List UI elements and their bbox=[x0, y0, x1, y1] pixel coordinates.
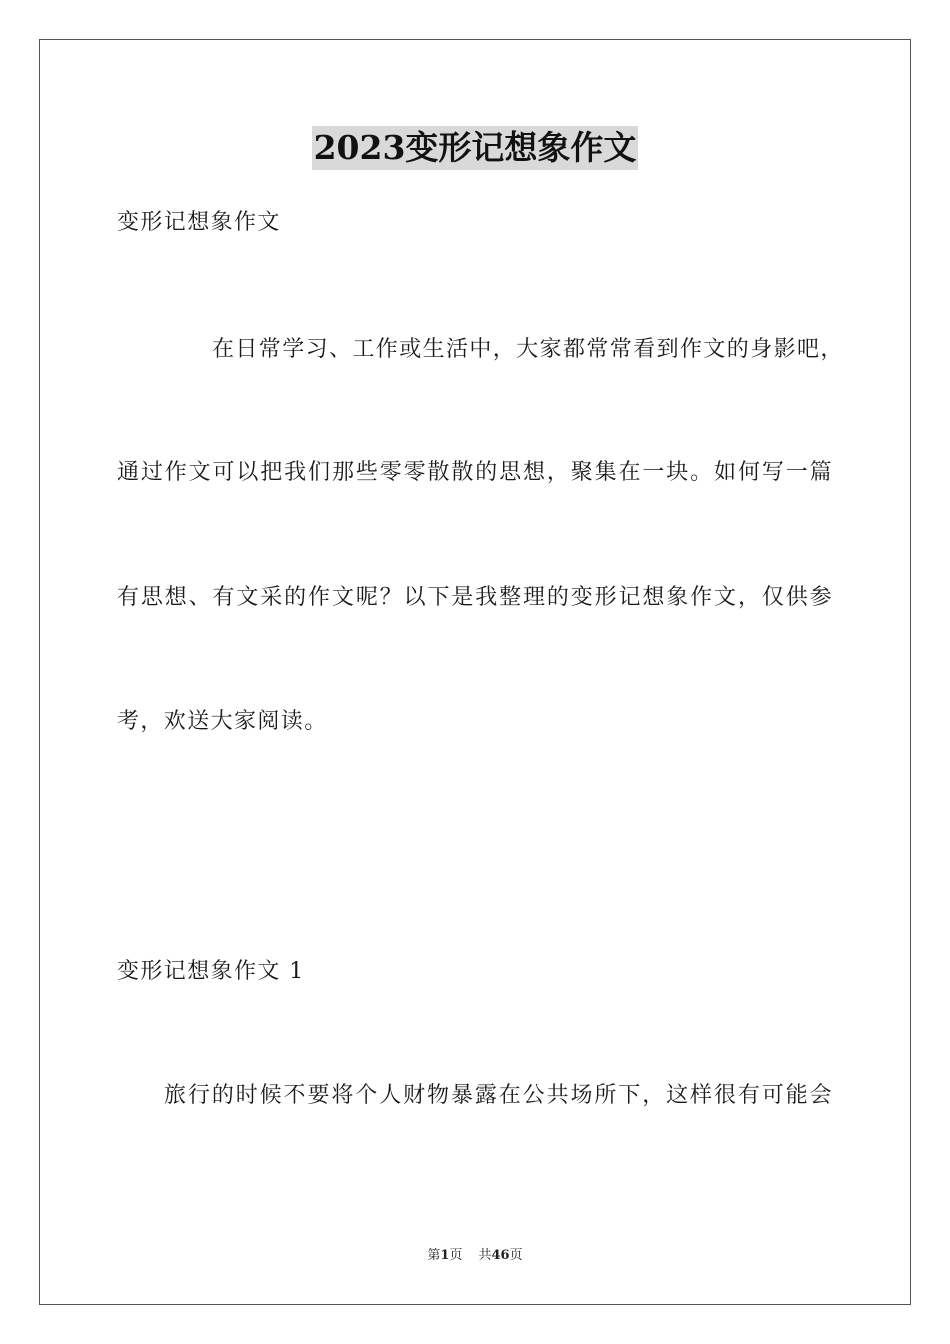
document-subtitle: 变形记想象作文 bbox=[117, 210, 281, 235]
section-heading: 变形记想象作文 1 bbox=[117, 959, 305, 984]
footer-page-total: 46 bbox=[491, 1248, 510, 1263]
intro-line-3: 有思想、有文采的作文呢？以下是我整理的变形记想象作文，仅供参 bbox=[117, 585, 833, 610]
footer-page-current: 1 bbox=[440, 1248, 450, 1263]
footer-total-prefix: 共 bbox=[478, 1248, 492, 1263]
intro-line-1: 在日常学习、工作或生活中，大家都常常看到作文的身影吧， bbox=[212, 337, 844, 362]
footer-total-suffix: 页 bbox=[509, 1248, 523, 1263]
footer-page-prefix: 第 bbox=[427, 1248, 441, 1263]
document-title: 2023变形记想象作文 bbox=[312, 126, 639, 170]
section-line-1: 旅行的时候不要将个人财物暴露在公共场所下，这样很有可能会 bbox=[164, 1083, 833, 1108]
intro-line-2: 通过作文可以把我们那些零零散散的思想，聚集在一块。如何写一篇 bbox=[117, 460, 833, 485]
footer-page-suffix: 页 bbox=[449, 1248, 463, 1263]
intro-line-4: 考，欢送大家阅读。 bbox=[117, 709, 328, 734]
page-footer bbox=[0, 1247, 950, 1265]
title-container bbox=[0, 126, 950, 170]
